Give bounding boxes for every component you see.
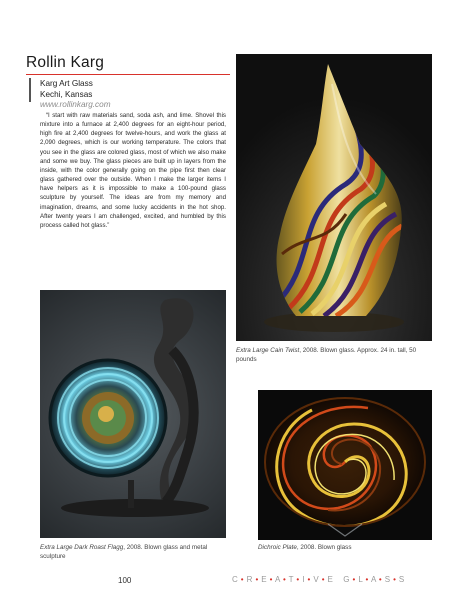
caption-details: , 2008. Blown glass <box>296 544 352 551</box>
title-rule <box>26 74 230 75</box>
contact-block <box>40 79 111 111</box>
footer-letter: T <box>288 575 294 584</box>
footer-dot: • <box>390 575 399 584</box>
footer-letter: L <box>358 575 363 584</box>
studio-location: Kechi, Kansas <box>40 89 93 99</box>
footer-dot: • <box>319 575 328 584</box>
footer-dot: • <box>280 575 289 584</box>
footer-word-glass <box>343 575 404 584</box>
website-link[interactable]: www.rollinkarg.com <box>40 100 111 110</box>
footer-dot: • <box>293 575 303 584</box>
footer-dot: • <box>252 575 262 584</box>
footer-letter: R <box>246 575 253 584</box>
contact-bar <box>29 78 31 102</box>
footer-letter: C <box>232 575 239 584</box>
footer-letter: S <box>384 575 391 584</box>
caption-title: Dichroic Plate <box>258 544 297 551</box>
photo-cain-twist <box>236 54 432 341</box>
footer-letter: G <box>343 575 350 584</box>
caption-details: , 2008. Blown glass and metal sculpture <box>40 544 208 560</box>
caption-details: , 2008. Blown glass. Approx. 24 in. tall, 50 pounds <box>236 347 417 363</box>
caption-cain-twist <box>236 347 432 365</box>
footer-dot: • <box>267 575 276 584</box>
footer-letter: V <box>313 575 320 584</box>
footer-letter: A <box>370 575 377 584</box>
caption-dichroic-plate <box>258 544 432 553</box>
footer-letter: I <box>302 575 305 584</box>
photo-dichroic-plate <box>258 390 432 540</box>
footer-dot: • <box>376 575 385 584</box>
studio-name: Karg Art Glass <box>40 79 93 88</box>
artist-name: Rollin Karg <box>26 54 105 71</box>
footer-letter: S <box>398 575 405 584</box>
page-number: 100 <box>118 576 132 585</box>
caption-title: Extra Large Dark Roast Flagg <box>40 544 124 551</box>
footer-dot: • <box>238 575 247 584</box>
caption-title: Extra Large Cain Twist <box>236 347 300 354</box>
photo-dark-roast-flagg <box>40 290 226 538</box>
caption-dark-roast-flagg <box>40 544 226 562</box>
artist-quote: “I start with raw materials sand, soda ash, and lime. Shovel this mixture into a furnace at 2,400 degrees for an eight-hour period, high fire at 2,400 degrees for twelve-hours, and work the glass at 2,090 degrees, which is our working temperature. The colors that you see in the glass are colored glass, most of which we also make and some we buy. The glass pieces are built up in layers from the inside, with the color generally going on the pipe first then clear glass gathered over the outside. When I make the larger items I have helpers as it is impossible to make a 100-pound glass sculpture by yourself. The ideas are from my memory and imagination, dreams, and some lucky accidents in the hot shop. After twenty years I am challenged, excited, and humbled by this process called hot glass.” <box>40 112 226 229</box>
footer-dot: • <box>362 575 371 584</box>
footer-letter: E <box>327 575 334 584</box>
footer-dot: • <box>349 575 359 584</box>
footer-dot: • <box>304 575 314 584</box>
footer-letter: A <box>275 575 281 584</box>
footer-word-creative <box>232 575 333 584</box>
footer-wordmark <box>232 575 405 584</box>
footer-letter: E <box>261 575 268 584</box>
